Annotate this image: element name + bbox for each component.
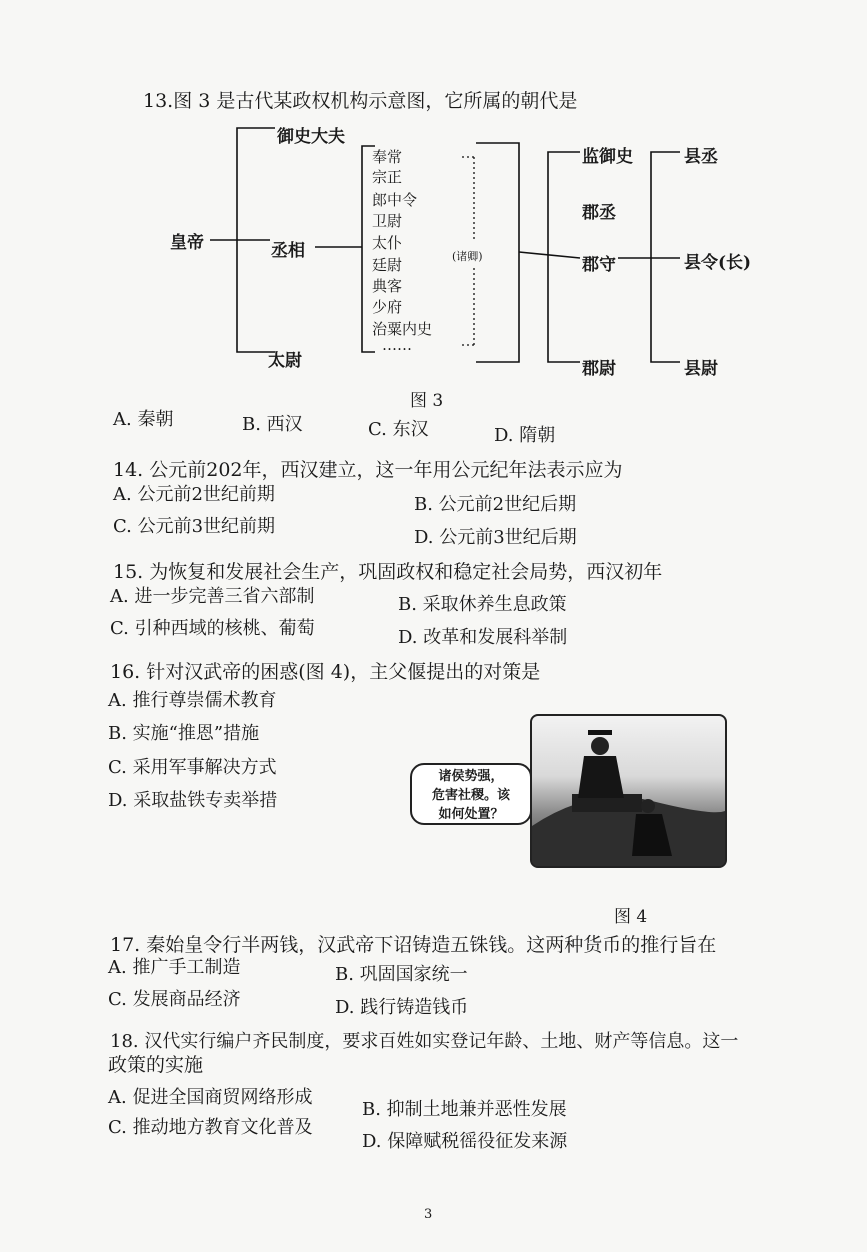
q15-option-b[interactable]: B. 采取休养生息政策: [398, 594, 567, 615]
q15-option-d[interactable]: D. 改革和发展科举制: [398, 627, 568, 648]
q14-option-b[interactable]: B. 公元前2世纪后期: [414, 494, 577, 515]
q17-option-c[interactable]: C. 发展商品经济: [108, 989, 241, 1010]
q13-stem: 13.图 3 是古代某政权机构示意图，它所属的朝代是: [143, 90, 578, 112]
speech-bubble: [410, 763, 532, 825]
q16-stem: 16. 针对汉武帝的困惑(图 4)，主父偃提出的对策是: [110, 661, 541, 683]
q13-option-b[interactable]: B. 西汉: [242, 414, 303, 435]
junshou-node: 郡守: [582, 255, 616, 275]
q14-option-d[interactable]: D. 公元前3世纪后期: [414, 527, 577, 548]
q17-option-b[interactable]: B. 巩固国家统一: [335, 964, 468, 985]
page-number: 3: [424, 1207, 433, 1222]
bubble-line: 诸侯势强，: [438, 769, 504, 784]
xianling-node: 县令(长): [684, 253, 752, 273]
q18-stem-line1: 18. 汉代实行编户齐民制度，要求百姓如实登记年龄、土地、财产等信息。这一: [110, 1031, 739, 1052]
q18-option-b[interactable]: B. 抑制土地兼并恶性发展: [362, 1099, 567, 1120]
cartoon-illustration: [532, 716, 725, 866]
minister-item: 廷尉: [372, 256, 403, 274]
q13-option-d[interactable]: D. 隋朝: [494, 425, 556, 446]
q16-option-a[interactable]: A. 推行尊崇儒术教育: [108, 690, 277, 711]
q17-stem: 17. 秦始皇令行半两钱，汉武帝下诏铸造五铢钱。这两种货币的推行旨在: [110, 934, 717, 956]
figure-3-caption: 图 3: [410, 391, 444, 411]
q13-option-a[interactable]: A. 秦朝: [113, 409, 174, 430]
q18-stem-line2: 政策的实施: [108, 1054, 204, 1076]
q18-option-d[interactable]: D. 保障赋税徭役征发来源: [362, 1131, 568, 1152]
figure-4-caption: 图 4: [614, 907, 648, 927]
yushi-node: 御史大夫: [277, 127, 345, 147]
minister-item: 宗正: [372, 168, 403, 186]
q18-option-c[interactable]: C. 推动地方教育文化普及: [108, 1117, 313, 1138]
q16-option-c[interactable]: C. 采用军事解决方式: [108, 757, 277, 778]
minister-item: 卫尉: [372, 212, 403, 230]
emperor-node: 皇帝: [170, 233, 204, 253]
minister-item: 太仆: [372, 234, 403, 252]
q15-option-c[interactable]: C. 引种西域的核桃、葡萄: [110, 618, 315, 639]
juncheng-node: 郡丞: [582, 203, 616, 223]
emperor-cartoon-image: [530, 714, 727, 868]
q17-option-d[interactable]: D. 践行铸造钱币: [335, 997, 469, 1018]
q18-option-a[interactable]: A. 促进全国商贸网络形成: [108, 1087, 313, 1108]
bubble-line: 如何处置？: [438, 807, 504, 822]
junwei-node: 郡尉: [582, 359, 616, 379]
minister-item: 典客: [372, 277, 403, 295]
zhuqing-label: (诸卿): [452, 250, 483, 263]
q15-stem: 15. 为恢复和发展社会生产，巩固政权和稳定社会局势，西汉初年: [113, 561, 663, 583]
minister-item: 少府: [372, 298, 403, 316]
minister-item: ……: [382, 336, 412, 354]
q14-option-c[interactable]: C. 公元前3世纪前期: [113, 516, 276, 537]
q17-option-a[interactable]: A. 推广手工制造: [108, 957, 241, 978]
minister-item: 奉常: [372, 148, 403, 166]
minister-item: 治粟内史: [372, 320, 433, 338]
bubble-line: 危害社稷。该: [431, 788, 510, 803]
jianyushi-node: 监御史: [582, 147, 633, 167]
q15-option-a[interactable]: A. 进一步完善三省六部制: [110, 586, 315, 607]
xiancheng-node: 县丞: [684, 147, 718, 167]
q14-stem: 14. 公元前202年，西汉建立，这一年用公元纪年法表示应为: [113, 459, 623, 481]
chengxiang-node: 丞相: [271, 241, 305, 261]
org-chart-lines: [0, 0, 867, 420]
q16-option-d[interactable]: D. 采取盐铁专卖举措: [108, 790, 278, 811]
q16-option-b[interactable]: B. 实施“推恩”措施: [108, 723, 260, 744]
taiwei-node: 太尉: [268, 351, 302, 371]
q14-option-a[interactable]: A. 公元前2世纪前期: [113, 484, 275, 505]
minister-item: 郎中令: [372, 191, 418, 209]
xianwei-node: 县尉: [684, 359, 718, 379]
q13-option-c[interactable]: C. 东汉: [368, 419, 429, 440]
